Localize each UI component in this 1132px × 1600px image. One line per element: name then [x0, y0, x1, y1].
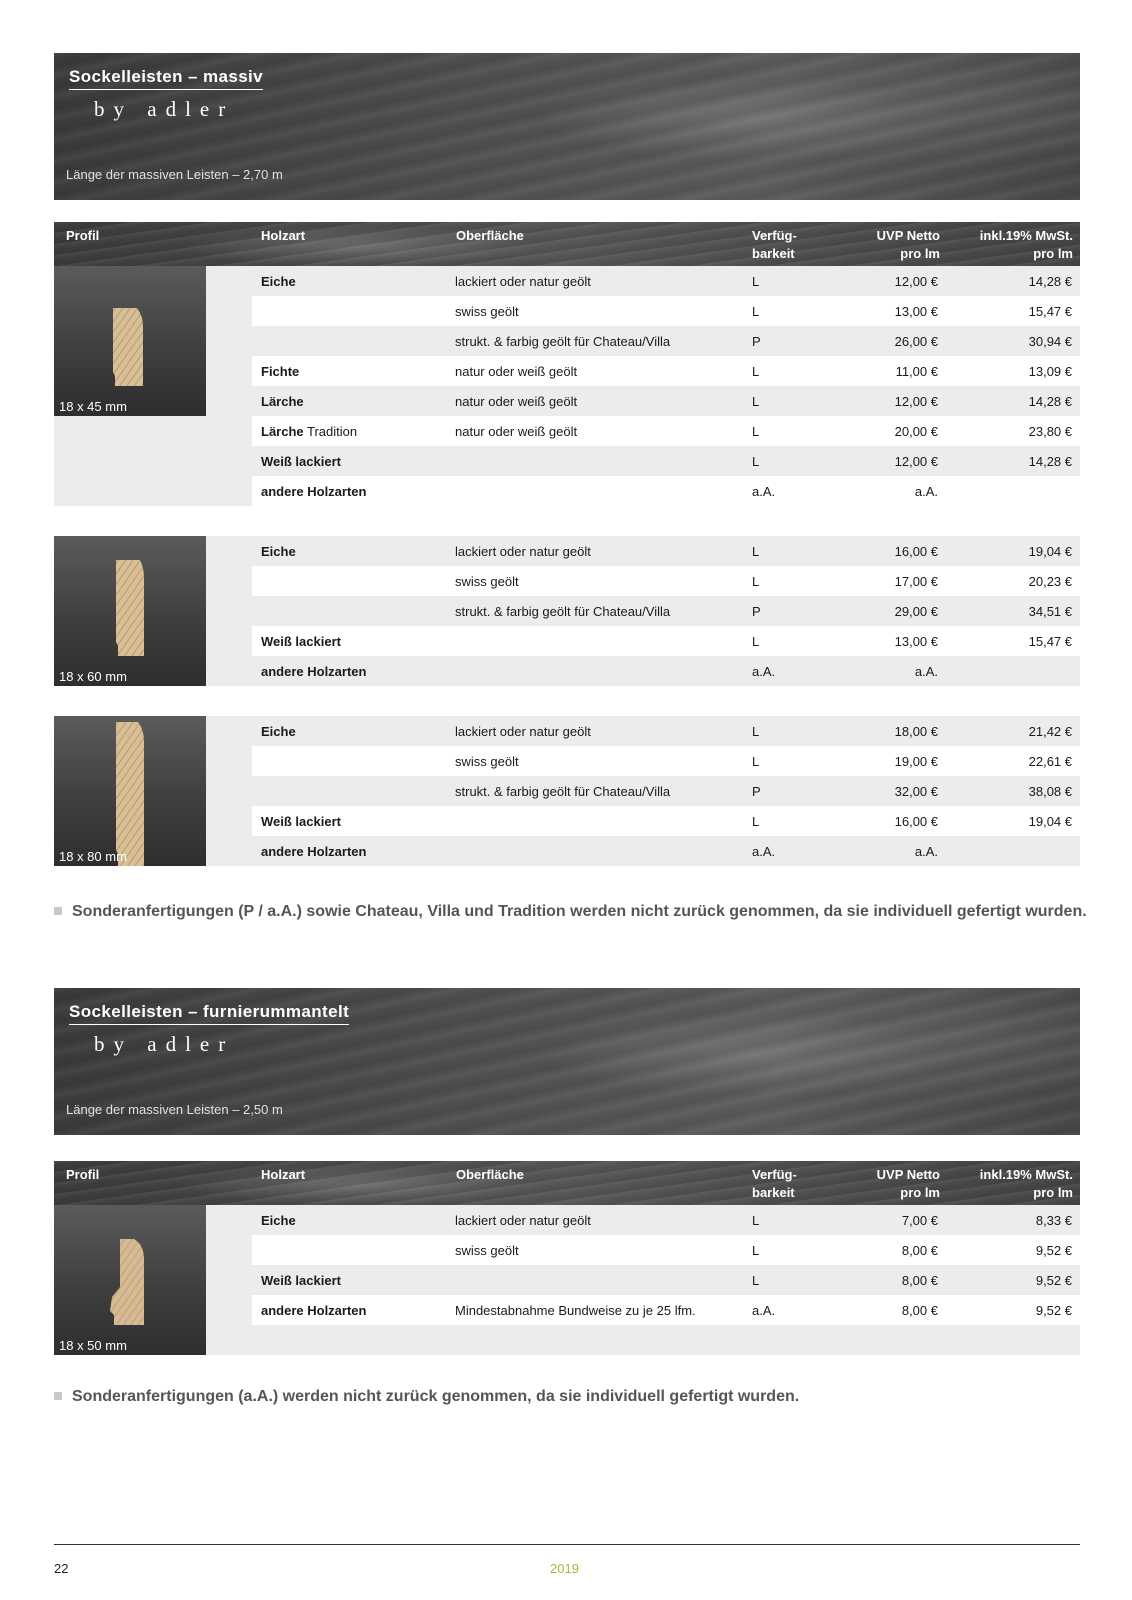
price-gross: 9,52 €: [1035, 1243, 1072, 1258]
wood-type: Eiche: [261, 1213, 296, 1228]
availability: L: [752, 454, 760, 469]
availability: L: [752, 394, 760, 409]
price-gross: 19,04 €: [1028, 814, 1072, 829]
price-net: 29,00 €: [894, 604, 938, 619]
table-row: [252, 596, 1080, 626]
price-net: a.A.: [914, 844, 938, 859]
table-row: [252, 806, 1080, 836]
table-row-filler: [252, 1325, 1080, 1355]
return-policy-note-2: [54, 1388, 799, 1406]
price-gross: 20,23 €: [1028, 574, 1072, 589]
price-net: 17,00 €: [894, 574, 938, 589]
price-gross: 21,42 €: [1028, 724, 1072, 739]
profile-group-18x45: [54, 266, 1080, 506]
table-row: [252, 266, 1080, 296]
table-row: [252, 716, 1080, 746]
profile-group-18x80: [54, 716, 1080, 866]
surface: lackiert oder natur geölt: [455, 1213, 591, 1228]
wood-type: Eiche: [261, 274, 296, 289]
surface: swiss geölt: [455, 574, 519, 589]
price-gross: 13,09 €: [1028, 364, 1072, 379]
table-row: [252, 776, 1080, 806]
header-inkl-mwst: [980, 1166, 1073, 1202]
bullet-square-icon: [54, 1392, 62, 1400]
price-net: 11,00 €: [895, 364, 938, 379]
header-uvp-netto: [877, 227, 940, 263]
wood-type: Eiche: [261, 544, 296, 559]
price-net: 16,00 €: [894, 814, 938, 829]
surface: lackiert oder natur geölt: [455, 544, 591, 559]
price-net: 16,00 €: [894, 544, 938, 559]
surface: natur oder weiß geölt: [455, 394, 578, 409]
header-profil: Profil: [66, 1167, 100, 1182]
price-table-furnier: [54, 1161, 1080, 1355]
availability: L: [752, 1243, 760, 1258]
profile-image-18x80: [54, 716, 206, 866]
price-gross: 14,28 €: [1028, 274, 1072, 289]
price-net: 12,00 €: [894, 274, 938, 289]
availability: L: [752, 574, 760, 589]
table-row: [252, 296, 1080, 326]
group-spacer: [54, 506, 1080, 536]
price-gross: 19,04 €: [1028, 544, 1072, 559]
wood-type: andere Holzarten: [261, 484, 367, 499]
wood-type: andere Holzarten: [261, 844, 367, 859]
price-gross: 30,94 €: [1028, 334, 1072, 349]
surface: swiss geölt: [455, 1243, 519, 1258]
wood-type: Lärche: [261, 424, 304, 439]
profile-label: 18 x 60 mm: [59, 669, 127, 684]
profile-label: 18 x 80 mm: [59, 849, 127, 864]
surface: Mindestabnahme Bundweise zu je 25 lfm.: [455, 1303, 696, 1318]
table-row: [252, 356, 1080, 386]
price-gross: 14,28 €: [1028, 394, 1072, 409]
section1-title: Sockelleisten – massiv: [69, 67, 263, 90]
price-gross: 22,61 €: [1028, 754, 1072, 769]
availability: a.A.: [752, 844, 776, 859]
price-gross: 14,28 €: [1028, 454, 1072, 469]
skirting-profile-icon: [112, 720, 148, 866]
availability: P: [752, 334, 761, 349]
header-inkl-mwst-line1: inkl.19% MwSt.: [979, 228, 1073, 243]
price-gross: 38,08 €: [1028, 784, 1072, 799]
surface: strukt. & farbig geölt für Chateau/Villa: [455, 604, 671, 619]
availability: L: [752, 544, 760, 559]
price-net: 8,00 €: [901, 1303, 938, 1318]
surface: swiss geölt: [455, 304, 519, 319]
surface: natur oder weiß geölt: [455, 424, 578, 439]
wood-type: Weiß lackiert: [261, 634, 341, 649]
header-holzart: Holzart: [261, 228, 306, 243]
price-net: 13,00 €: [894, 634, 938, 649]
table-row: [252, 1295, 1080, 1325]
wood-type: andere Holzarten: [261, 1303, 367, 1318]
header-oberflaeche: Oberfläche: [456, 228, 524, 243]
skirting-profile-icon: [104, 1237, 150, 1327]
header-profil: Profil: [66, 228, 100, 243]
price-net: 20,00 €: [894, 424, 938, 439]
table-header: [54, 222, 1080, 266]
wood-type: Weiß lackiert: [261, 1273, 341, 1288]
availability: L: [752, 274, 760, 289]
price-gross: 23,80 €: [1028, 424, 1072, 439]
price-net: 18,00 €: [894, 724, 938, 739]
table-row: [252, 326, 1080, 356]
price-net: 13,00 €: [894, 304, 938, 319]
price-net: 8,00 €: [901, 1243, 938, 1258]
price-net: a.A.: [914, 664, 938, 679]
availability: L: [752, 634, 760, 649]
availability: L: [752, 304, 760, 319]
section2-banner: [54, 988, 1080, 1135]
table-row: [252, 416, 1080, 446]
table-row: [252, 1205, 1080, 1235]
wood-type: Lärche: [261, 394, 304, 409]
section2-title: Sockelleisten – furnierummantelt: [69, 1002, 349, 1025]
price-gross: 15,47 €: [1028, 304, 1072, 319]
header-verfuegbarkeit: [752, 1166, 797, 1202]
price-gross: 9,52 €: [1035, 1303, 1072, 1318]
availability: L: [752, 1273, 760, 1288]
surface: lackiert oder natur geölt: [455, 274, 591, 289]
table-row: [252, 626, 1080, 656]
wood-type: andere Holzarten: [261, 664, 367, 679]
table-row: [252, 476, 1080, 506]
skirting-profile-icon: [109, 306, 149, 388]
availability: L: [752, 754, 760, 769]
profile-label: 18 x 50 mm: [59, 1338, 127, 1353]
section1-length-note: Länge der massiven Leisten – 2,70 m: [66, 167, 283, 182]
section2-length-note: Länge der massiven Leisten – 2,50 m: [66, 1102, 283, 1117]
surface: strukt. & farbig geölt für Chateau/Villa: [455, 334, 671, 349]
table-row: [252, 656, 1080, 686]
header-verfuegbarkeit-line2: barkeit: [752, 1185, 795, 1200]
header-uvp-netto-line1: UVP Netto: [876, 1167, 940, 1182]
table-row: [252, 566, 1080, 596]
profile-image-18x50: [54, 1205, 206, 1355]
profile-image-18x45: [54, 266, 206, 416]
availability: L: [752, 1213, 760, 1228]
price-net: 19,00 €: [894, 754, 938, 769]
header-verfuegbarkeit-line1: Verfüg-: [752, 228, 797, 243]
section1-banner: [54, 53, 1080, 200]
header-uvp-netto-line2: pro lm: [900, 246, 940, 261]
table-row: [252, 1235, 1080, 1265]
table-row: [252, 1265, 1080, 1295]
surface: swiss geölt: [455, 754, 519, 769]
header-oberflaeche: Oberfläche: [456, 1167, 524, 1182]
price-net: 26,00 €: [894, 334, 938, 349]
return-policy-note-1: [54, 903, 1087, 921]
price-net: a.A.: [914, 484, 938, 499]
price-net: 32,00 €: [894, 784, 938, 799]
page-number: 22: [54, 1561, 69, 1576]
price-gross: 9,52 €: [1035, 1273, 1072, 1288]
price-gross: 15,47 €: [1028, 634, 1072, 649]
wood-type: Weiß lackiert: [261, 814, 341, 829]
availability: P: [752, 784, 761, 799]
price-table-massiv: [54, 222, 1080, 866]
profile-group-18x50: [54, 1205, 1080, 1355]
price-net: 12,00 €: [894, 394, 938, 409]
surface: natur oder weiß geölt: [455, 364, 578, 379]
wood-type-extra: Tradition: [303, 424, 358, 439]
profile-group-18x60: [54, 536, 1080, 686]
wood-type: Weiß lackiert: [261, 454, 341, 469]
bullet-square-icon: [54, 907, 62, 915]
header-uvp-netto-line2: pro lm: [900, 1185, 940, 1200]
header-inkl-mwst-line2: pro lm: [1033, 1185, 1073, 1200]
availability: L: [752, 814, 760, 829]
header-uvp-netto-line1: UVP Netto: [876, 228, 940, 243]
availability: L: [752, 724, 760, 739]
header-holzart: Holzart: [261, 1167, 306, 1182]
table-row: [252, 836, 1080, 866]
wood-type: Fichte: [261, 364, 300, 379]
table-row: [252, 536, 1080, 566]
availability: L: [752, 364, 760, 379]
header-inkl-mwst: [980, 227, 1073, 263]
header-verfuegbarkeit-line1: Verfüg-: [752, 1167, 797, 1182]
footer-divider: [54, 1544, 1080, 1545]
wood-type: Eiche: [261, 724, 296, 739]
availability: P: [752, 604, 761, 619]
footer-year: 2019: [550, 1561, 579, 1576]
surface: strukt. & farbig geölt für Chateau/Villa: [455, 784, 671, 799]
availability: a.A.: [752, 1303, 776, 1318]
section1-subtitle: by adler: [94, 97, 235, 121]
group-spacer: [54, 686, 1080, 716]
header-uvp-netto: [877, 1166, 940, 1202]
availability: L: [752, 424, 760, 439]
note-text: Sonderanfertigungen (a.A.) werden nicht zurück genommen, da sie individuell gefertigt wurden.: [72, 1388, 800, 1405]
table-header: [54, 1161, 1080, 1205]
price-net: 12,00 €: [894, 454, 938, 469]
profile-image-18x60: [54, 536, 206, 686]
header-verfuegbarkeit-line2: barkeit: [752, 246, 795, 261]
header-inkl-mwst-line1: inkl.19% MwSt.: [979, 1167, 1073, 1182]
table-row: [252, 746, 1080, 776]
profile-label: 18 x 45 mm: [59, 399, 127, 414]
note-text: Sonderanfertigungen (P / a.A.) sowie Chateau, Villa und Tradition werden nicht zurück genommen, da sie individuell gefertigt wurden.: [72, 903, 1087, 920]
table-row: [252, 386, 1080, 416]
header-inkl-mwst-line2: pro lm: [1033, 246, 1073, 261]
skirting-profile-icon: [112, 558, 148, 658]
surface: lackiert oder natur geölt: [455, 724, 591, 739]
price-gross: 8,33 €: [1035, 1213, 1072, 1228]
price-net: 8,00 €: [901, 1273, 938, 1288]
price-gross: 34,51 €: [1028, 604, 1072, 619]
section2-subtitle: by adler: [94, 1032, 235, 1056]
header-verfuegbarkeit: [752, 227, 797, 263]
price-net: 7,00 €: [901, 1213, 938, 1228]
availability: a.A.: [752, 664, 776, 679]
table-row: [252, 446, 1080, 476]
availability: a.A.: [752, 484, 776, 499]
